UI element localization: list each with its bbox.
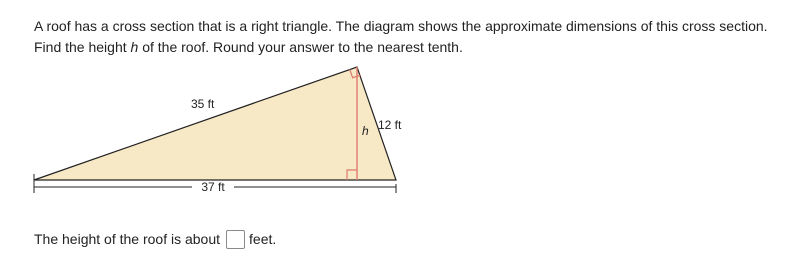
question-variable-h: h [130,39,139,55]
question-text-part2: of the roof. Round your answer to the nearest tenth. [138,39,463,55]
short-leg-label: 12 ft [378,118,402,132]
answer-sentence [34,229,276,249]
roof-triangle [34,67,396,180]
answer-suffix: feet. [249,231,277,247]
answer-input-box[interactable] [226,230,245,249]
height-label: h [362,124,369,138]
question-text-part1: A roof has a cross section that is a right triangle. The diagram shows the approximate dimensions of this cross section. Find the height [34,18,768,55]
answer-prefix: The height of the roof is about [34,231,221,247]
base-label: 37 ft [201,180,225,194]
hypotenuse-label: 35 ft [191,97,215,111]
